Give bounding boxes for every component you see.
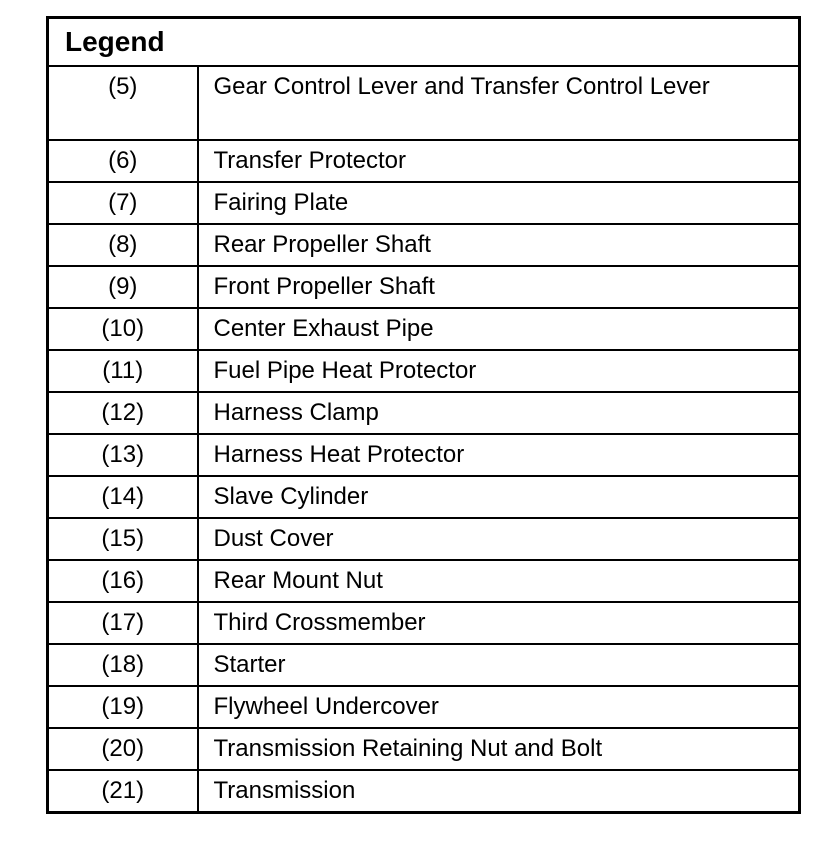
legend-row [48,350,800,392]
legend-body [48,18,800,813]
legend-table [46,16,801,814]
legend-row-description: Dust Cover [198,518,800,560]
legend-row [48,686,800,728]
legend-row [48,476,800,518]
legend-row-number: (18) [48,644,198,686]
legend-row-number: (17) [48,602,198,644]
legend-row-description: Gear Control Lever and Transfer Control Lever [198,66,800,140]
legend-row-description: Fairing Plate [198,182,800,224]
legend-row-number: (20) [48,728,198,770]
legend-row-number: (21) [48,770,198,812]
legend-title: Legend [48,18,800,67]
legend-row [48,308,800,350]
legend-row-description: Third Crossmember [198,602,800,644]
legend-row [48,602,800,644]
legend-row [48,518,800,560]
legend-row-description: Fuel Pipe Heat Protector [198,350,800,392]
legend-row-number: (19) [48,686,198,728]
legend-row-number: (15) [48,518,198,560]
legend-row-description: Flywheel Undercover [198,686,800,728]
legend-row [48,392,800,434]
legend-row-number: (16) [48,560,198,602]
legend-row [48,266,800,308]
legend-row-description: Transmission Retaining Nut and Bolt [198,728,800,770]
legend-row-description: Center Exhaust Pipe [198,308,800,350]
legend-row [48,644,800,686]
legend-header-row [48,18,800,67]
legend-row [48,182,800,224]
legend-row [48,728,800,770]
legend-row-number: (14) [48,476,198,518]
legend-row-number: (11) [48,350,198,392]
legend-row-description: Harness Heat Protector [198,434,800,476]
legend-row-description: Starter [198,644,800,686]
legend-row [48,66,800,140]
legend-row-number: (6) [48,140,198,182]
legend-row-number: (13) [48,434,198,476]
legend-row [48,560,800,602]
legend-row [48,770,800,812]
legend-row-number: (7) [48,182,198,224]
legend-row-description: Front Propeller Shaft [198,266,800,308]
legend-row-description: Harness Clamp [198,392,800,434]
legend-row-number: (9) [48,266,198,308]
legend-row-number: (5) [48,66,198,140]
legend-row-description: Rear Mount Nut [198,560,800,602]
legend-row-number: (8) [48,224,198,266]
legend-row [48,434,800,476]
legend-row-number: (12) [48,392,198,434]
legend-row-number: (10) [48,308,198,350]
legend-row-description: Transmission [198,770,800,812]
legend-row-description: Transfer Protector [198,140,800,182]
legend-row [48,224,800,266]
legend-row-description: Rear Propeller Shaft [198,224,800,266]
legend-row-description: Slave Cylinder [198,476,800,518]
legend-row [48,140,800,182]
